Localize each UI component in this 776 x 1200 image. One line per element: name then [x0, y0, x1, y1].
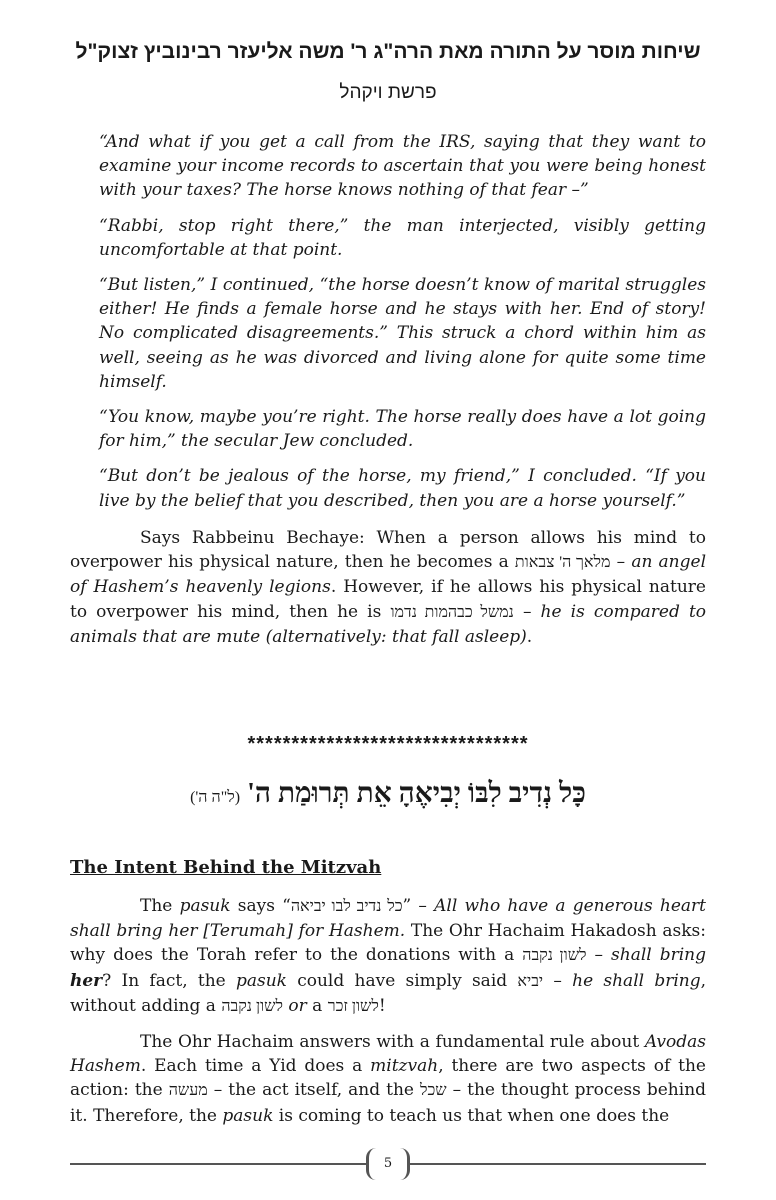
text-run: . — [526, 626, 533, 647]
paragraph — [99, 273, 706, 394]
paragraph — [99, 130, 706, 203]
text-run: The — [140, 896, 180, 916]
hebrew-phrase: שכל — [419, 1082, 447, 1100]
paragraph — [70, 1030, 706, 1128]
text-run: – — [586, 945, 612, 966]
hebrew-phrase: לשון זכר — [327, 997, 379, 1015]
footer-rule-left — [70, 1163, 366, 1165]
verse-text: כָּל נְדִיב לִבּוֹ יְבִיאֶהָ אֵת תְּרוּמַת ה' — [247, 778, 586, 809]
body-paragraphs-1 — [70, 526, 706, 660]
text-run: . Each time a Yid does a — [140, 1056, 371, 1077]
text-run: ? In fact, the — [102, 970, 236, 991]
book-title: שיחות מוסר על התורה מאת הרה"ג ר' משה אליעזר רבינוביץ זצוק"ל — [75, 40, 701, 63]
verse-source: (ל"ה ה') — [190, 789, 241, 806]
text-run: , without adding a — [70, 970, 707, 1016]
text-run: pasuk — [222, 1105, 274, 1126]
text-run: The Ohr Hachaim Hakadosh asks: why does the Torah refer to the donations with a — [70, 921, 706, 966]
text-run: pasuk — [235, 970, 287, 991]
text-run: – — [513, 601, 541, 622]
text-run: he is compared to animals that are mute (alternatively: that fall asleep) — [70, 601, 707, 647]
parsha-title: פרשת ויקהל — [339, 82, 437, 103]
text-run: – the thought process behind it. Therefore, the — [70, 1080, 707, 1126]
paragraph — [70, 894, 706, 1019]
paragraph — [99, 214, 706, 262]
text-run: Avodas Hashem — [70, 1032, 706, 1077]
text-run: “But listen,” I continued, “the horse doesn’t know of marital struggles either! He finds a female horse and he stays with her. End of story! No complicated disagreements.” This struck a chord within him as well, seeing as he was divorced and living alone for quite some time himself. — [99, 275, 706, 392]
text-run: – the act itself, and the — [207, 1080, 420, 1101]
hebrew-phrase: נמשל כבהמות נדמו — [390, 603, 514, 621]
text-run: is coming to teach us that when one does the — [273, 1105, 670, 1126]
body-paragraphs-2 — [70, 894, 706, 1139]
text-run: “But don’t be jealous of the horse, my friend,” I concluded. “If you live by the belief that you described, then you are a horse yourself.” — [99, 466, 706, 511]
text-run: says “ — [230, 896, 291, 916]
text-run: “And what if you get a call from the IRS, saying that they want to examine your income records to ascertain that you were being honest with your taxes? The horse knows nothing of that fear –” — [99, 132, 706, 201]
text-run: shall bring — [611, 945, 706, 966]
text-run: a — [306, 995, 328, 1016]
text-run: mitzvah — [370, 1056, 439, 1077]
text-run: “You know, maybe you’re right. The horse really does have a lot going for him,” the secular Jew concluded. — [99, 407, 706, 452]
paragraph — [70, 526, 706, 649]
text-run: pasuk — [179, 896, 231, 916]
text-run: – — [610, 552, 632, 573]
text-run: could have simply said — [286, 970, 518, 991]
text-run: he shall bring — [572, 970, 701, 991]
text-run: The Ohr Hachaim answers with a fundamental rule about — [140, 1032, 645, 1053]
text-run: an angel of Hashem’s heavenly legions — [70, 552, 707, 598]
text-run: – — [543, 970, 573, 991]
text-run: ” – — [402, 896, 435, 916]
section-heading: The Intent Behind the Mitzvah — [70, 857, 382, 878]
text-run: , there are two aspects of the action: the — [70, 1056, 706, 1101]
hebrew-phrase: מלאך ה' צבאות — [514, 554, 611, 572]
page-number: 5 — [366, 1148, 410, 1180]
text-run: Says Rabbeinu Bechaye: When a person allows his mind to overpower his physical nature, then he becomes a — [70, 528, 706, 573]
text-run: ! — [378, 995, 386, 1016]
text-run: . However, if he allows his physical nature to overpower his mind, then he is — [70, 577, 706, 622]
section-separator: ******************************** — [247, 733, 529, 755]
hebrew-phrase: כל נדיב לבו יביאה — [290, 898, 403, 915]
paragraph — [99, 464, 706, 512]
dialogue-quotes — [70, 130, 706, 524]
hebrew-phrase: מעשה — [168, 1082, 208, 1100]
hebrew-phrase: לשון נקבה — [522, 947, 587, 965]
verse-heading — [70, 778, 706, 810]
paragraph — [99, 405, 706, 453]
footer-rule-right — [410, 1163, 706, 1165]
text-run: “Rabbi, stop right there,” the man interjected, visibly getting uncomfortable at that point. — [99, 215, 706, 260]
hebrew-phrase: יביא — [517, 972, 544, 990]
text-run: or — [288, 995, 307, 1016]
hebrew-phrase: לשון נקבה — [221, 997, 283, 1015]
text-run: All who have a generous heart shall bring her [Terumah] for Hashem. — [70, 896, 706, 942]
text-run: her — [70, 970, 103, 991]
